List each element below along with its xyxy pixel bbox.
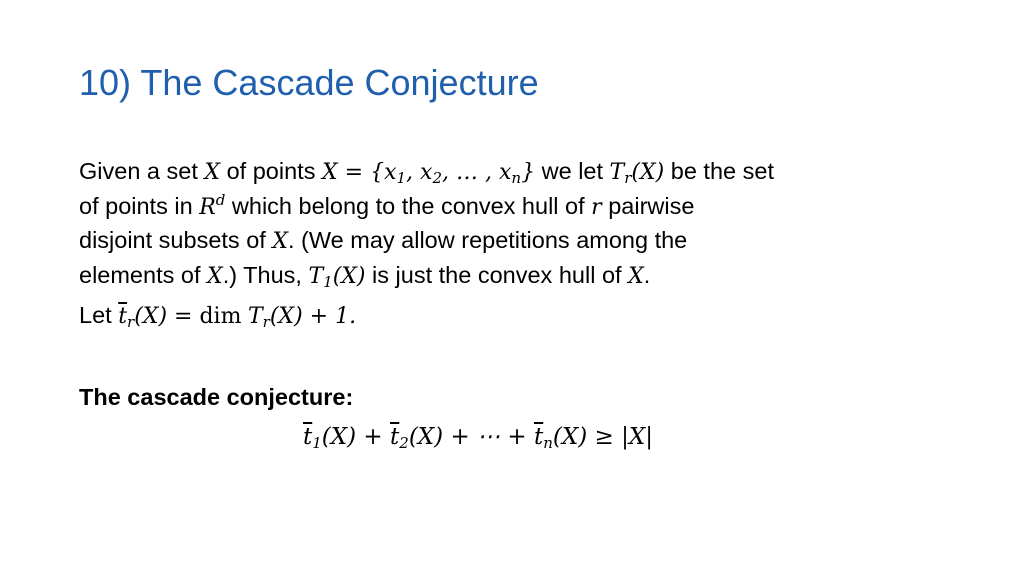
math-close-brace: } [521,160,536,185]
paragraph-line-4 [79,259,959,294]
math-geq-abs-X: ≥ |X| [587,424,653,450]
slide-title: 10) The Cascade Conjecture [79,62,539,103]
definition-paragraph [79,155,959,334]
text-given-a-set: Given a set [79,158,198,184]
subscript-r: r [262,313,270,331]
math-set-definition: $X = \{x_1$, $x_2$, … , $x_n$} [321,160,536,187]
conjecture-heading: The cascade conjecture: [79,384,354,410]
subscript-r: r [127,313,135,331]
subscript-n: n [511,169,522,187]
math-t2-bar: $\overline{t}$ [390,424,400,450]
text-just-convex-hull: is just the convex hull of [372,261,622,288]
math-argX: (X) [631,160,665,185]
math-tn-bar: $\overline{t}$ [533,424,544,450]
subscript-2: 2 [399,434,409,452]
math-Tr-X [610,160,665,185]
text-of-points-in: of points in [79,192,193,219]
math-t-bar: $\overline{t}$ [118,304,128,329]
math-t1-bar: $\overline{t}$ [303,424,313,450]
math-T: T [247,304,263,329]
text-convex-hull: which belong to the convex hull of [231,192,585,219]
math-R: R [199,194,216,220]
text-repetitions: . (We may allow repetitions among the [288,227,688,253]
math-dim: dim [199,304,242,329]
math-argX: (X) [552,424,588,450]
math-T: T [308,263,324,289]
subscript-r: r [624,169,632,187]
subscript-1: 1 [323,272,333,291]
math-X: X [207,263,223,289]
text-elements-of: elements of [79,261,201,288]
text-let: Let [79,302,112,328]
math-plus: + [356,424,391,450]
math-R-d [199,190,226,220]
paragraph-line-1 [79,155,959,190]
math-X: X [628,263,644,289]
subscript-2: 2 [432,169,443,187]
math-set-lhs: X = { [321,160,385,185]
math-T1-X [308,264,365,289]
let-definition-line [79,299,959,334]
math-r: r [591,194,602,220]
math-eq: (X) = [134,304,200,329]
text-period: . [643,261,651,288]
text-of-points: of points [226,158,316,184]
math-plus-1: (X) + 1. [269,304,357,329]
subscript-1: 1 [396,169,407,187]
superscript-d: d [215,190,226,209]
text-be-the-set: be the set [670,158,774,184]
math-x2: x [420,160,433,185]
math-argX: (X) [408,424,444,450]
math-X: X [204,160,221,185]
subscript-1: 1 [312,434,322,452]
subscript-n: n [543,434,553,452]
math-Tr-X-plus-1 [248,304,356,329]
text-disjoint-subsets: disjoint subsets of [79,227,266,253]
paragraph-line-2 [79,190,959,225]
math-xn: x [499,160,512,185]
text-pairwise: pairwise [608,192,695,219]
math-dots: , … , [442,160,492,185]
conjecture-formula [303,424,653,450]
text-thus: .) Thus, [222,261,302,288]
math-X: X [272,229,288,254]
math-argX: (X) [332,263,366,289]
text-we-let: we let [541,158,604,184]
math-plus-dots-plus: + ⋯ + [443,424,534,450]
math-argX: (X) [321,424,357,450]
paragraph-line-3 [79,224,959,259]
math-tr-bar [118,304,199,329]
math-T: T [609,160,625,185]
math-x1: x [384,160,397,185]
